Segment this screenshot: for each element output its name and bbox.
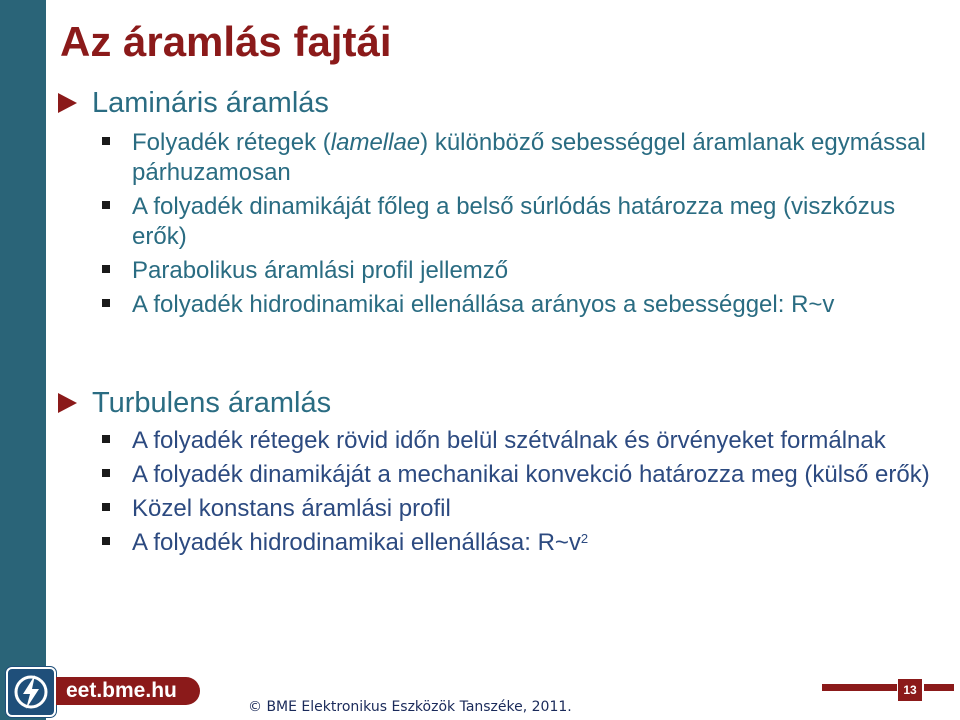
square-bullet-icon	[102, 265, 110, 273]
section-heading	[58, 386, 948, 420]
site-link[interactable]: eet.bme.hu	[56, 677, 200, 705]
square-bullet-icon	[102, 201, 110, 209]
list-item-text: Parabolikus áramlási profil jellemző	[132, 257, 509, 284]
triangle-bullet-icon	[58, 393, 77, 413]
list-item	[58, 494, 948, 524]
list-item	[58, 426, 948, 456]
slide-title: Az áramlás fajtái	[60, 18, 392, 65]
list-item-text: A folyadék hidrodinamikai ellenállása arányos a sebességgel: R~v	[132, 291, 835, 318]
list-item-text: Közel konstans áramlási profil	[132, 495, 451, 522]
bullet-list	[58, 128, 948, 320]
section-heading	[58, 86, 948, 120]
triangle-bullet-icon	[58, 93, 77, 113]
section-heading-text: Lamináris áramlás	[92, 87, 329, 119]
square-bullet-icon	[102, 299, 110, 307]
section-turbulent	[58, 386, 948, 558]
list-item	[58, 290, 948, 320]
square-bullet-icon	[102, 435, 110, 443]
square-bullet-icon	[102, 503, 110, 511]
list-item-text: ) különböző sebességgel áramlanak egymással párhuzamosan	[132, 129, 926, 186]
list-item	[58, 460, 948, 490]
footer-divider-line	[822, 684, 898, 691]
square-bullet-icon	[102, 537, 110, 545]
square-bullet-icon	[102, 469, 110, 477]
footer-divider-line-right	[924, 684, 954, 691]
list-item-text: A folyadék dinamikáját főleg a belső súrlódás határozza meg (viszkózus erők)	[132, 193, 896, 250]
list-item	[58, 256, 948, 286]
section-heading-text: Turbulens áramlás	[92, 387, 332, 419]
list-item-text: A folyadék dinamikáját a mechanikai konvekció határozza meg (külső erők)	[132, 461, 930, 488]
latin-term: lamellae	[330, 129, 421, 156]
square-bullet-icon	[102, 137, 110, 145]
list-item-text: A folyadék rétegek rövid időn belül szétválnak és örvényeket formálnak	[132, 427, 886, 454]
list-item-text: Folyadék rétegek (	[132, 129, 331, 156]
list-item	[58, 528, 948, 558]
copyright-text: © BME Elektronikus Eszközök Tanszéke, 2011.	[248, 699, 572, 715]
list-item-text: A folyadék hidrodinamikai ellenállása: R~v	[132, 529, 581, 556]
page-number: 13	[897, 678, 923, 702]
section-laminar	[58, 86, 948, 320]
list-item	[58, 192, 948, 252]
superscript-exponent: 2	[580, 531, 589, 546]
list-item	[58, 128, 948, 188]
lightning-logo-icon	[6, 667, 56, 717]
left-sidebar-bar	[0, 0, 46, 720]
bullet-list	[58, 426, 948, 558]
